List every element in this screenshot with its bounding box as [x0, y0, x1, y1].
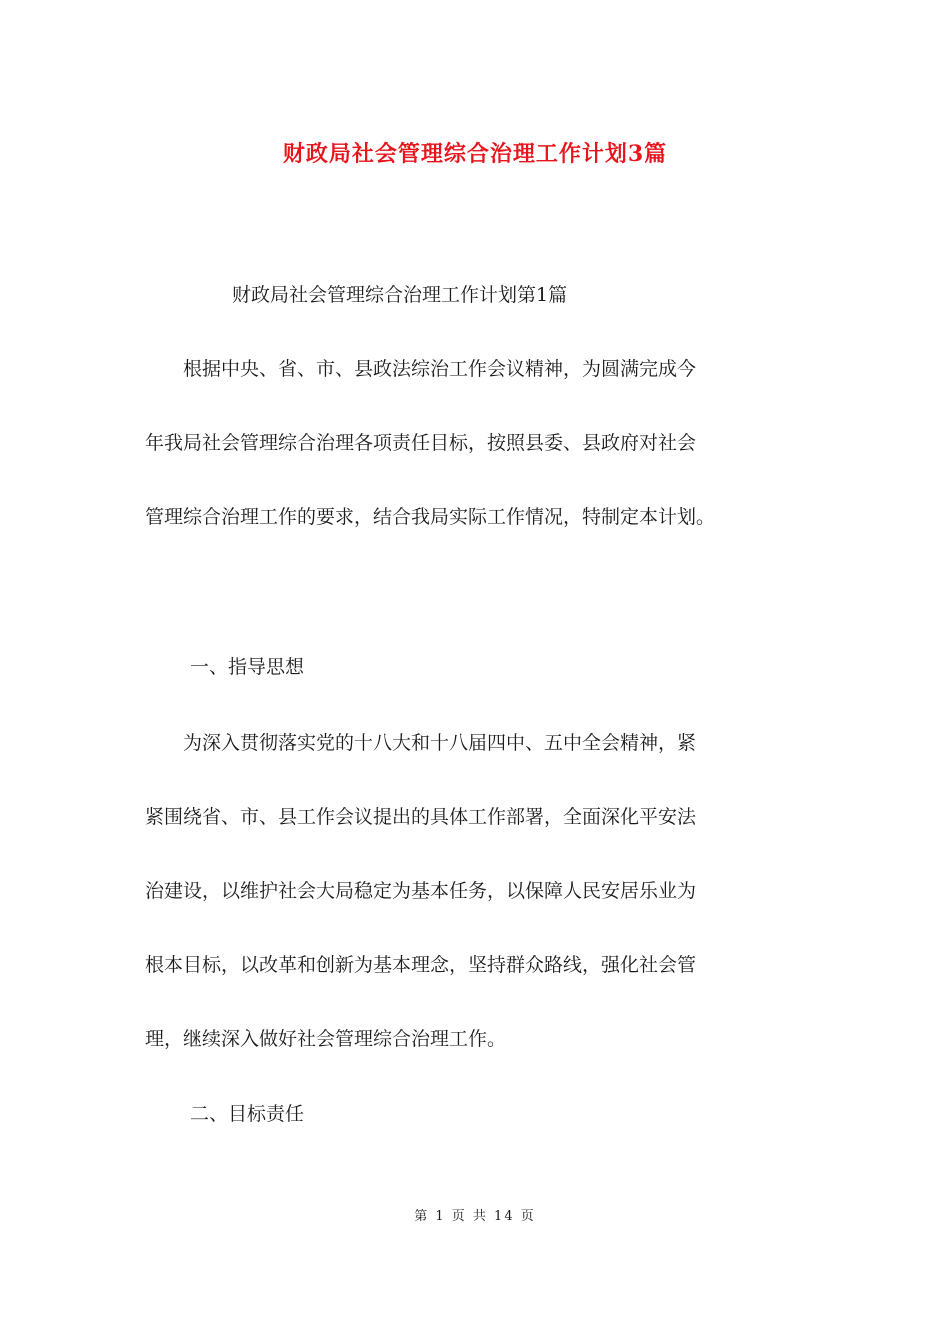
guiding-line: 治建设，以维护社会大局稳定为基本任务，以保障人民安居乐业为 — [145, 880, 697, 902]
guiding-line: 根本目标，以改革和创新为基本理念，坚持群众路线，强化社会管 — [145, 954, 697, 976]
intro-line: 根据中央、省、市、县政法综治工作会议精神，为圆满完成今 — [145, 358, 697, 380]
document-title: 财政局社会管理综合治理工作计划3篇 — [282, 141, 668, 167]
guiding-line: 为深入贯彻落实党的十八大和十八届四中、五中全会精神，紧 — [145, 732, 697, 754]
guiding-thought-paragraph — [145, 706, 815, 1076]
page-footer: 第 1 页 共 14 页 — [414, 1209, 536, 1224]
section-heading-goal-responsibility: 二、目标责任 — [190, 1103, 305, 1125]
guiding-line: 紧围绕省、市、县工作会议提出的具体工作部署，全面深化平安法 — [145, 806, 697, 828]
article-subtitle: 财政局社会管理综合治理工作计划第1篇 — [232, 284, 568, 306]
guiding-line: 理，继续深入做好社会管理综合治理工作。 — [145, 1028, 507, 1050]
intro-line: 管理综合治理工作的要求，结合我局实际工作情况，特制定本计划。 — [145, 506, 716, 528]
section-heading-guiding-thought: 一、指导思想 — [190, 656, 305, 678]
intro-line: 年我局社会管理综合治理各项责任目标，按照县委、县政府对社会 — [145, 432, 697, 454]
intro-paragraph — [145, 332, 815, 554]
